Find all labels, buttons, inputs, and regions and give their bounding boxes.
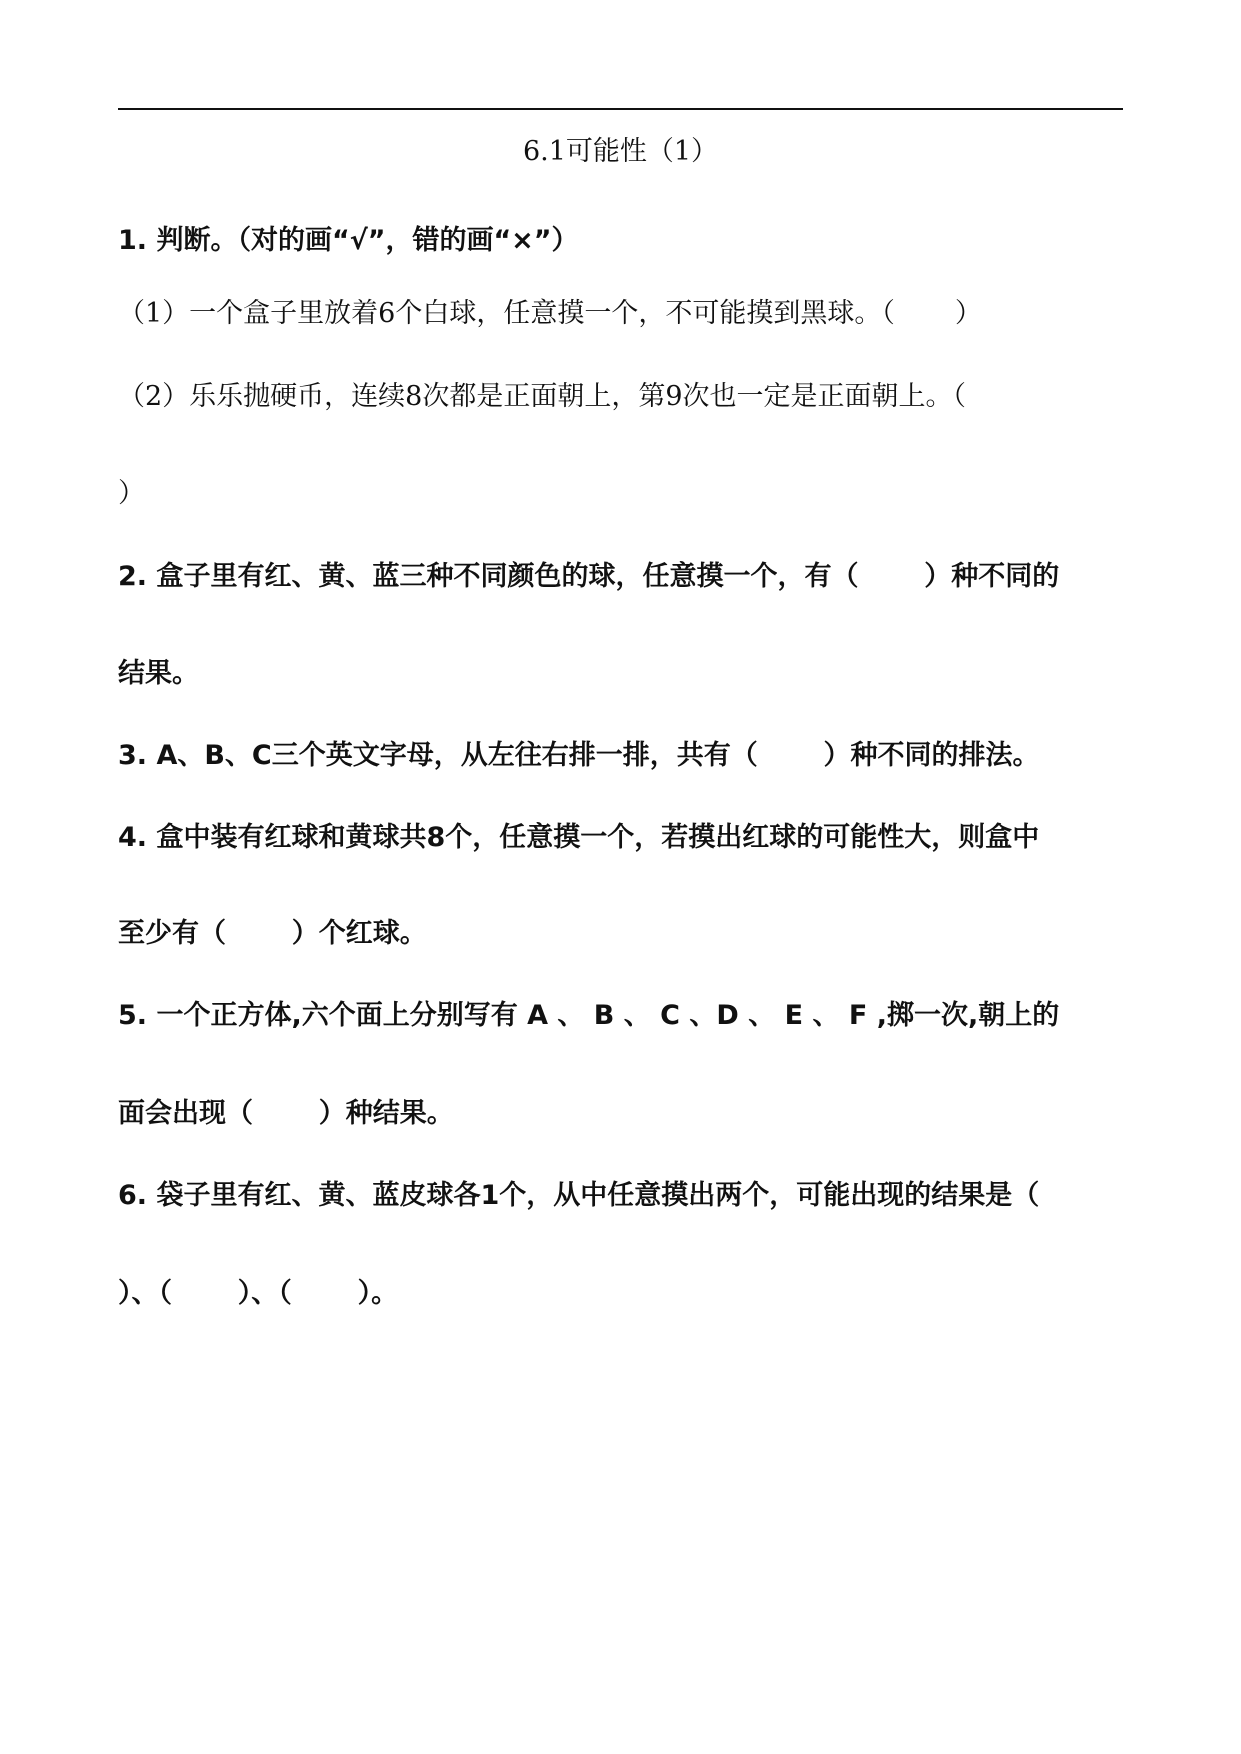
question-5-line-1: 5. 一个正方体,六个面上分别写有 A 、 B 、 C 、D 、 E 、 F ,掷一次,朝上的 (118, 1000, 1060, 1031)
question-1-sub-2-line-2: ） (118, 478, 145, 509)
question-1-sub-2-line-1: （2）乐乐抛硬币，连续8次都是正面朝上，第9次也一定是正面朝上。（ (118, 381, 967, 412)
page-title: 6.1可能性（1） (522, 136, 719, 167)
question-2-line-1: 2. 盒子里有红、黄、蓝三种不同颜色的球，任意摸一个，有（ ）种不同的 (118, 561, 1060, 592)
question-5-line-2: 面会出现（ ）种结果。 (118, 1098, 454, 1129)
question-2-line-2: 结果。 (118, 658, 199, 689)
question-4-line-2: 至少有（ ）个红球。 (118, 918, 427, 949)
question-1-heading: 1. 判断。（对的画“√”，错的画“×”） (118, 225, 579, 256)
question-6-line-1: 6. 袋子里有红、黄、蓝皮球各1个，从中任意摸出两个，可能出现的结果是（ (118, 1180, 1040, 1211)
question-3: 3. A、B、C三个英文字母，从左往右排一排，共有（ ）种不同的排法。 (118, 740, 1040, 771)
header-rule (118, 108, 1123, 110)
question-6-line-2: ）、（ ）、（ ）。 (118, 1278, 399, 1309)
question-4-line-1: 4. 盒中装有红球和黄球共8个，任意摸一个，若摸出红球的可能性大，则盒中 (118, 822, 1040, 853)
question-1-sub-1: （1）一个盒子里放着6个白球，任意摸一个，不可能摸到黑球。（ ） (118, 298, 982, 329)
